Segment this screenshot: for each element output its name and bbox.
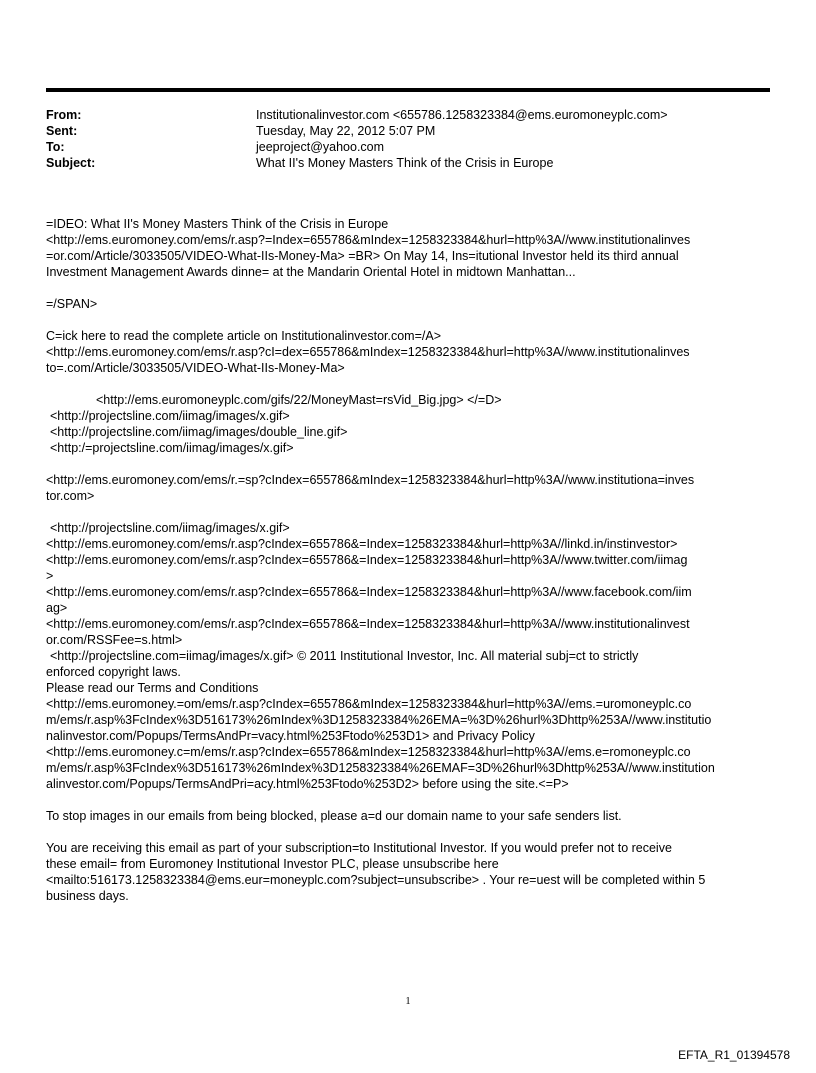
safe-senders-paragraph: [46, 808, 776, 824]
unsubscribe-link: <mailto:516173.1258323384@ems.eur=moneyplc.com?subject=unsubscribe> . Your re=uest will be completed within 5: [46, 873, 706, 887]
body-line: ag>: [46, 601, 68, 615]
to-row: [46, 139, 668, 155]
body-link: <http://ems.euromoney.com/ems/r.asp?=Index=655786&mIndex=1258323384&hurl=http%3A//www.institutionalinves: [46, 233, 691, 247]
terms-link: nalinvestor.com/Popups/TermsAndPr=vacy.html%253Ftodo%253D1> and Privacy Policy: [46, 729, 535, 743]
subscription-paragraph: [46, 840, 776, 904]
sent-value: Tuesday, May 22, 2012 5:07 PM: [256, 124, 436, 138]
from-value: Institutionalinvestor.com <655786.1258323384@ems.euromoneyplc.com>: [256, 108, 668, 122]
subject-label: Subject:: [46, 156, 96, 170]
subject-row: [46, 155, 668, 171]
privacy-link: alinvestor.com/Popups/TermsAndPri=acy.html%253Ftodo%253D2> before using the site.<=P>: [46, 777, 569, 791]
images-paragraph: [46, 392, 776, 456]
body-line: enforced copyright laws.: [46, 665, 181, 679]
to-value: jeeproject@yahoo.com: [256, 140, 385, 154]
copyright-line: <http://projectsline.com=iimag/images/x.gif> © 2011 Institutional Investor, Inc. All material subj=ct to strictly: [50, 649, 639, 663]
image-link: <http://ems.euromoneyplc.com/gifs/22/MoneyMast=rsVid_Big.jpg> </=D>: [96, 393, 502, 407]
image-link: <http://projectsline.com/iimag/images/x.gif>: [50, 521, 290, 535]
body-line: >: [46, 569, 54, 583]
body-line: tor.com>: [46, 489, 95, 503]
image-link: <http:/=projectsline.com/iimag/images/x.gif>: [50, 441, 294, 455]
from-label: From:: [46, 108, 82, 122]
body-link: <http://ems.euromoney.com/ems/r.asp?cIndex=655786&=Index=1258323384&hurl=http%3A//www.twitter.com/iimag: [46, 553, 688, 567]
header-rule: [46, 88, 770, 92]
body-line: Investment Management Awards dinne= at the Mandarin Oriental Hotel in midtown Manhattan...: [46, 265, 576, 279]
body-line: To stop images in our emails from being blocked, please a=d our domain name to your safe senders list.: [46, 809, 622, 823]
body-link: <http://ems.euromoney.com/ems/r.asp?cIndex=655786&=Index=1258323384&hurl=http%3A//www.institutionalinvest: [46, 617, 690, 631]
to-label: To:: [46, 140, 65, 154]
body-line: C=ick here to read the complete article on Institutionalinvestor.com=/A>: [46, 329, 442, 343]
body-line: these email= from Euromoney Institutional Investor PLC, please unsubscribe here: [46, 857, 499, 871]
document-id: EFTA_R1_01394578: [678, 1048, 790, 1062]
body-line: business days.: [46, 889, 129, 903]
sent-row: [46, 123, 668, 139]
privacy-link: m/ems/r.asp%3FcIndex%3D516173%26mIndex%3D1258323384%26EMAF=3D%26hurl%3Dhttp%253A//www.institution: [46, 761, 715, 775]
email-header: [46, 107, 668, 171]
social-links-paragraph: [46, 520, 776, 792]
email-body: [46, 216, 776, 904]
terms-heading: Please read our Terms and Conditions: [46, 681, 259, 695]
body-line: =/SPAN>: [46, 297, 98, 311]
body-link: <http://ems.euromoney.com/ems/r.asp?cIndex=655786&=Index=1258323384&hurl=http%3A//www.facebook.com/iim: [46, 585, 692, 599]
body-line: =or.com/Article/3033505/VIDEO-What-IIs-Money-Ma> =BR> On May 14, Ins=itutional Investor held its third annual: [46, 249, 679, 263]
terms-link: m/ems/r.asp%3FcIndex%3D516173%26mIndex%3D1258323384%26EMA=%3D%26hurl%3Dhttp%253A//www.institutio: [46, 713, 712, 727]
span-paragraph: [46, 296, 776, 312]
image-link: <http://projectsline.com/iimag/images/double_line.gif>: [50, 425, 348, 439]
click-here-paragraph: [46, 328, 776, 376]
homepage-link-paragraph: [46, 472, 776, 504]
privacy-link: <http://ems.euromoney.c=m/ems/r.asp?cIndex=655786&mIndex=1258323384&hurl=http%3A//ems.e=romoneyplc.co: [46, 745, 691, 759]
video-paragraph: [46, 216, 776, 280]
body-link: <http://ems.euromoney.com/ems/r.=sp?cIndex=655786&mIndex=1258323384&hurl=http%3A//www.institutiona=inves: [46, 473, 695, 487]
image-link: <http://projectsline.com/iimag/images/x.gif>: [50, 409, 290, 423]
subject-value: What II's Money Masters Think of the Crisis in Europe: [256, 156, 554, 170]
body-link: <http://ems.euromoney.com/ems/r.asp?cIndex=655786&=Index=1258323384&hurl=http%3A//linkd.in/instinvestor>: [46, 537, 678, 551]
body-line: =IDEO: What II's Money Masters Think of the Crisis in Europe: [46, 217, 389, 231]
body-line: You are receiving this email as part of your subscription=to Institutional Investor. If you would prefer not to receive: [46, 841, 672, 855]
body-line: or.com/RSSFee=s.html>: [46, 633, 183, 647]
terms-link: <http://ems.euromoney.=om/ems/r.asp?cIndex=655786&mIndex=1258323384&hurl=http%3A//ems.=uromoneyplc.co: [46, 697, 692, 711]
from-row: [46, 107, 668, 123]
body-link: <http://ems.euromoney.com/ems/r.asp?cI=dex=655786&mIndex=1258323384&hurl=http%3A//www.institutionalinves: [46, 345, 690, 359]
sent-label: Sent:: [46, 124, 78, 138]
body-line: to=.com/Article/3033505/VIDEO-What-IIs-Money-Ma>: [46, 361, 345, 375]
page-number: 1: [405, 996, 411, 1007]
